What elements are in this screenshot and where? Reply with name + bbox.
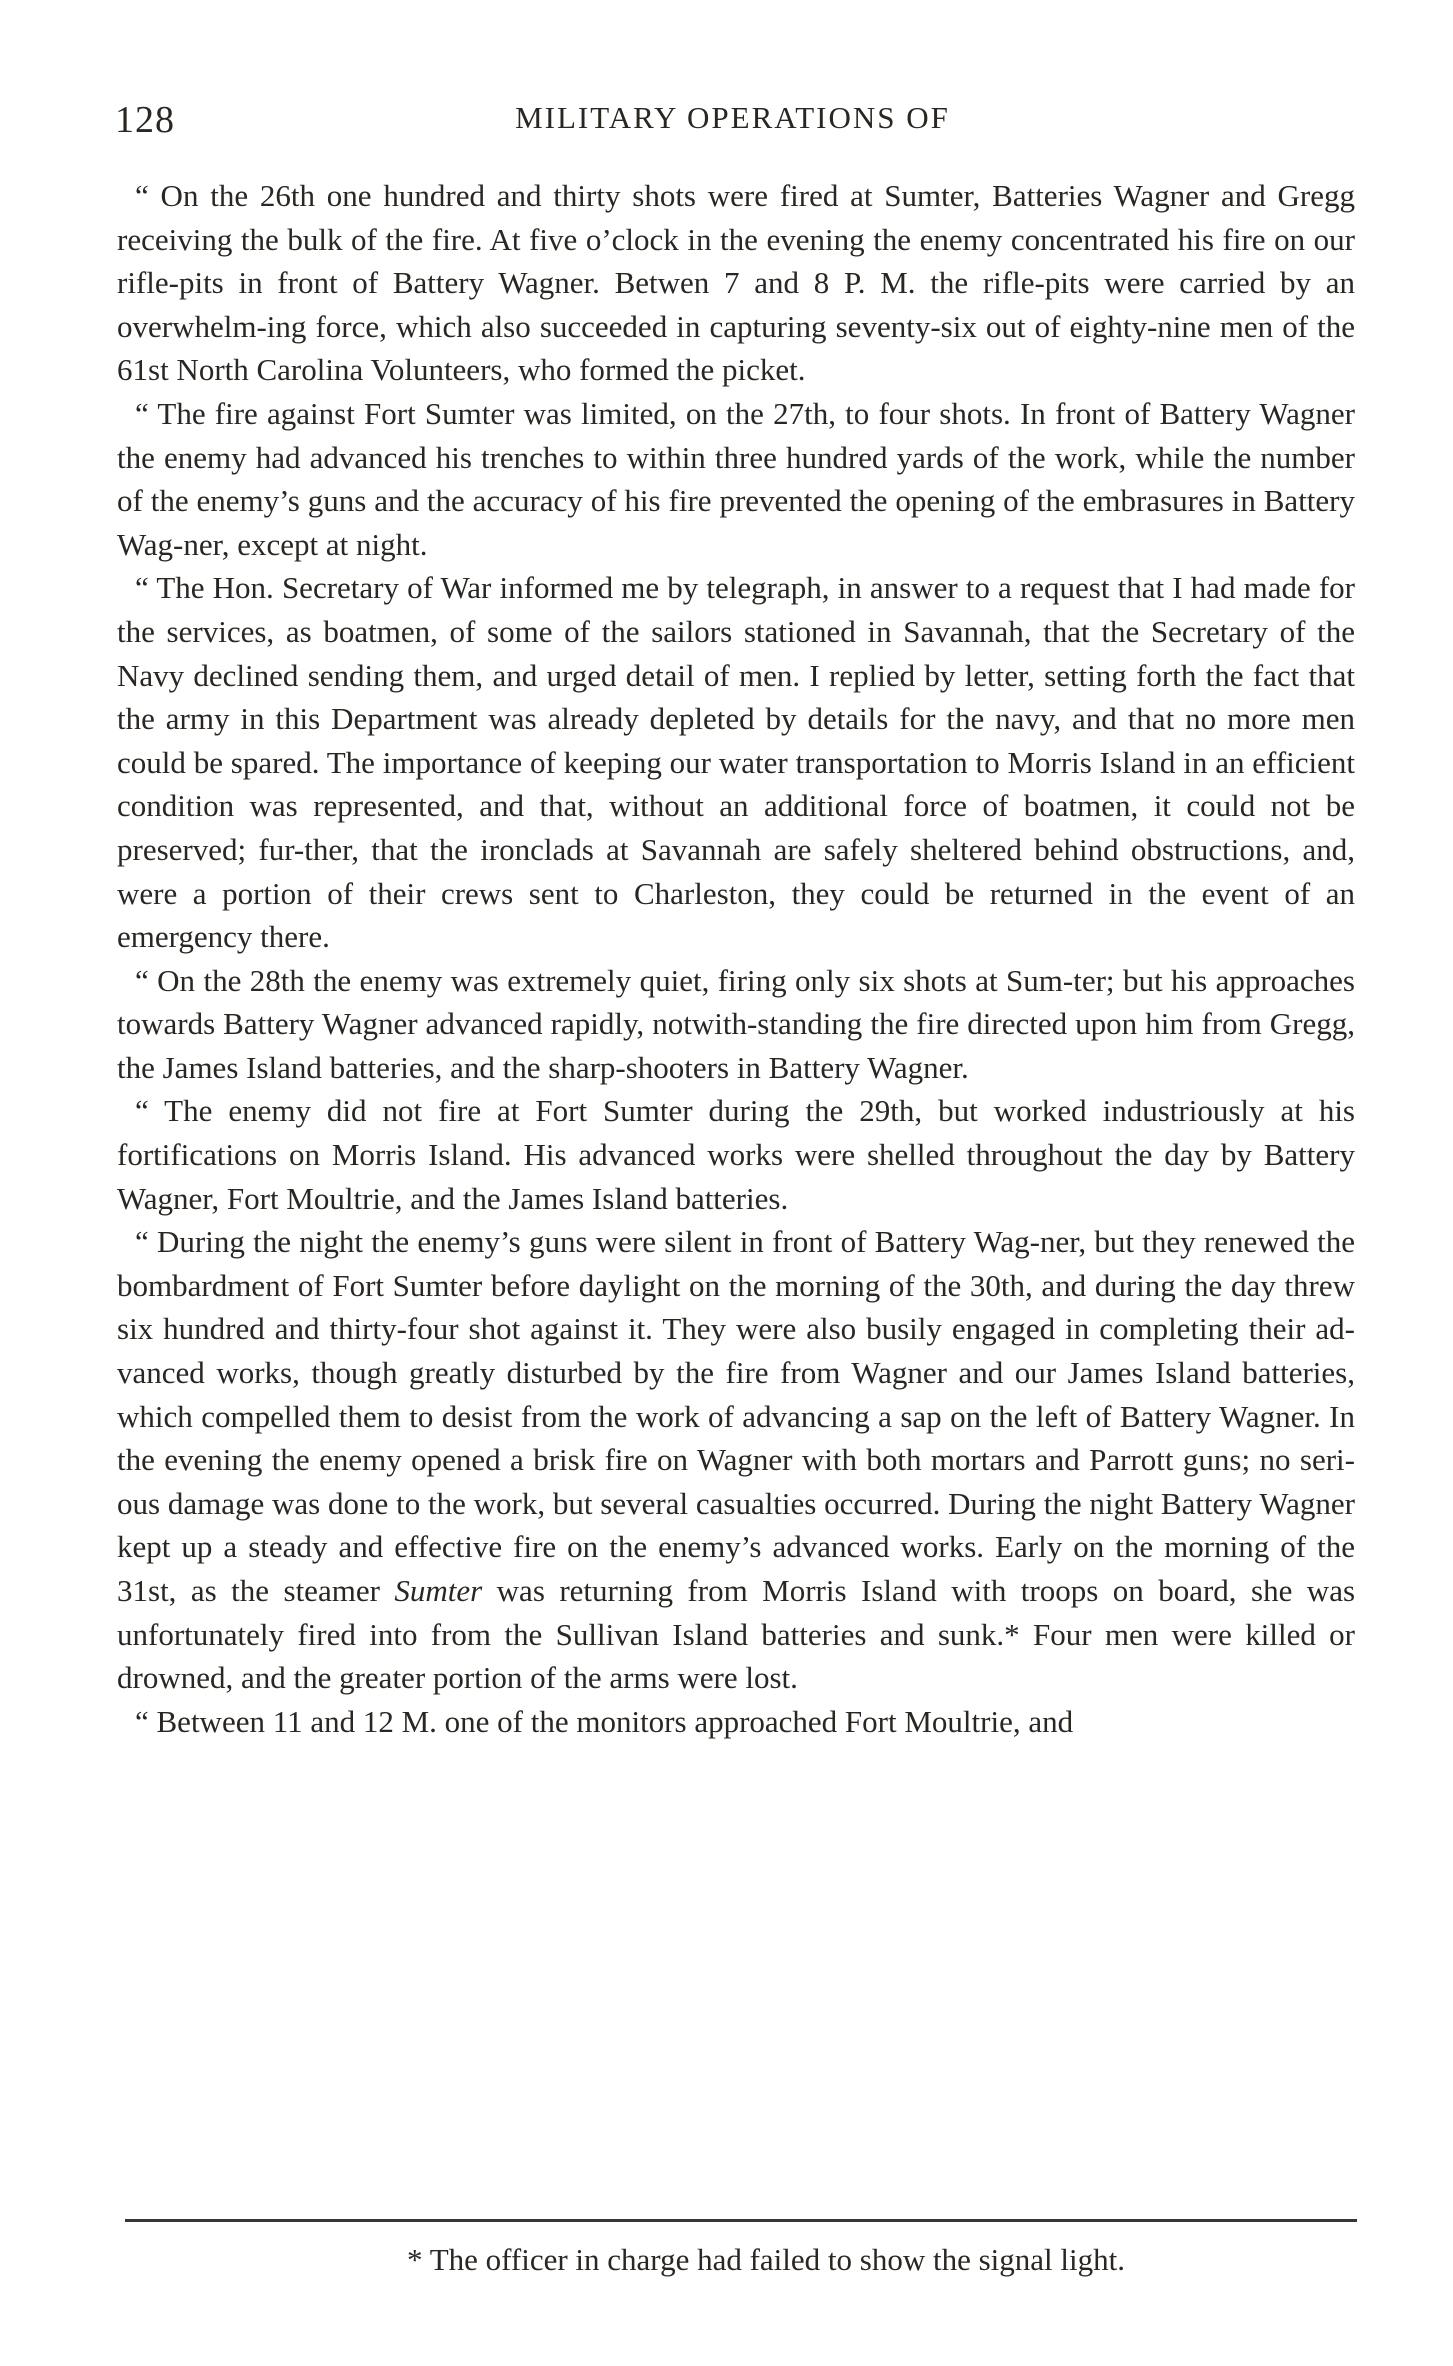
paragraph-28th: “ On the 28th the enemy was extremely quiet, firing only six shots at Sum-ter; but his approaches towards Battery Wagner advanced rapidly, notwith-standing the fire directed upon him from Gregg, the James Island batteries, and the sharp-shooters in Battery Wagner. (117, 962, 1355, 1085)
footnote: * The officer in charge had failed to show the signal light. (407, 2242, 1125, 2277)
page-number: 128 (115, 99, 175, 141)
paragraph-30th-31st (117, 1220, 1355, 1700)
paragraph-30th-tail: was returning from Morris Island with troops on board, she was unfortunately fired into from the Sullivan Island batteries and sunk.* Four men were killed or drowned, and the greater portion of the arms were lost. (117, 1573, 1356, 1696)
paragraph-29th: “ The enemy did not fire at Fort Sumter during the 29th, but worked industriously at his fortifications on Morris Island. His advanced works were shelled throughout the day by Battery Wagner, Fort Moultrie, and the James Island batteries. (117, 1093, 1355, 1216)
paragraph-monitors: “ Between 11 and 12 M. one of the monitors approached Fort Moultrie, and (135, 1703, 1074, 1739)
body-text (117, 174, 1355, 1743)
footnote-divider (125, 2219, 1357, 2222)
paragraph-27th: “ The fire against Fort Sumter was limited, on the 27th, to four shots. In front of Battery Wagner the enemy had advanced his trenches to within three hundred yards of the work, while the number of the enemy’s guns and the accuracy of his fire prevented the opening of the embrasures in Battery Wag-ner, except at night. (117, 395, 1355, 562)
paragraph-secretary-of-war: “ The Hon. Secretary of War informed me by telegraph, in answer to a request that I had made for the services, as boatmen, of some of the sailors stationed in Savannah, that the Secretary of the Navy declined sending them, and urged detail of men. I replied by letter, setting forth the fact that the army in this Department was already depleted by details for the navy, and that no more men could be spared. The importance of keeping our water transportation to Morris Island in an efficient condition was represented, and that, without an additional force of boatmen, it could not be preserved; fur-ther, that the ironclads at Savannah are safely sheltered behind obstructions, and, were a portion of their crews sent to Charleston, they could be returned in the event of an emergency there. (117, 570, 1355, 955)
ship-name-sumter: Sumter (394, 1573, 483, 1608)
running-title: MILITARY OPERATIONS OF (515, 100, 950, 135)
paragraph-26th: “ On the 26th one hundred and thirty shots were fired at Sumter, Batteries Wagner and Gregg receiving the bulk of the fire. At five o’clock in the evening the enemy concentrated his fire on our rifle-pits in front of Battery Wagner. Betwen 7 and 8 P. M. the rifle-pits were carried by an overwhelm-ing force, which also succeeded in capturing seventy-six out of eighty-nine men of the 61st North Carolina Volunteers, who formed the picket. (117, 178, 1355, 388)
paragraph-30th-text: “ During the night the enemy’s guns were silent in front of Battery Wag-ner, but they renewed the bombardment of Fort Sumter before daylight on the morning of the 30th, and during the day threw six hundred and thirty-four shot against it. They were also busily engaged in completing their ad-vanced works, though greatly disturbed by the fire from Wagner and our James Island batteries, which compelled them to desist from the work of advancing a sap on the left of Battery Wagner. In the evening the enemy opened a brisk fire on Wagner with both mortars and Parrott guns; no seri-ous damage was done to the work, but several casualties occurred. During the night Battery Wagner kept up a steady and effective fire on the enemy’s advanced works. Early on the morning of the 31st, as the steamer (117, 1224, 1355, 1608)
running-head (115, 98, 1350, 148)
